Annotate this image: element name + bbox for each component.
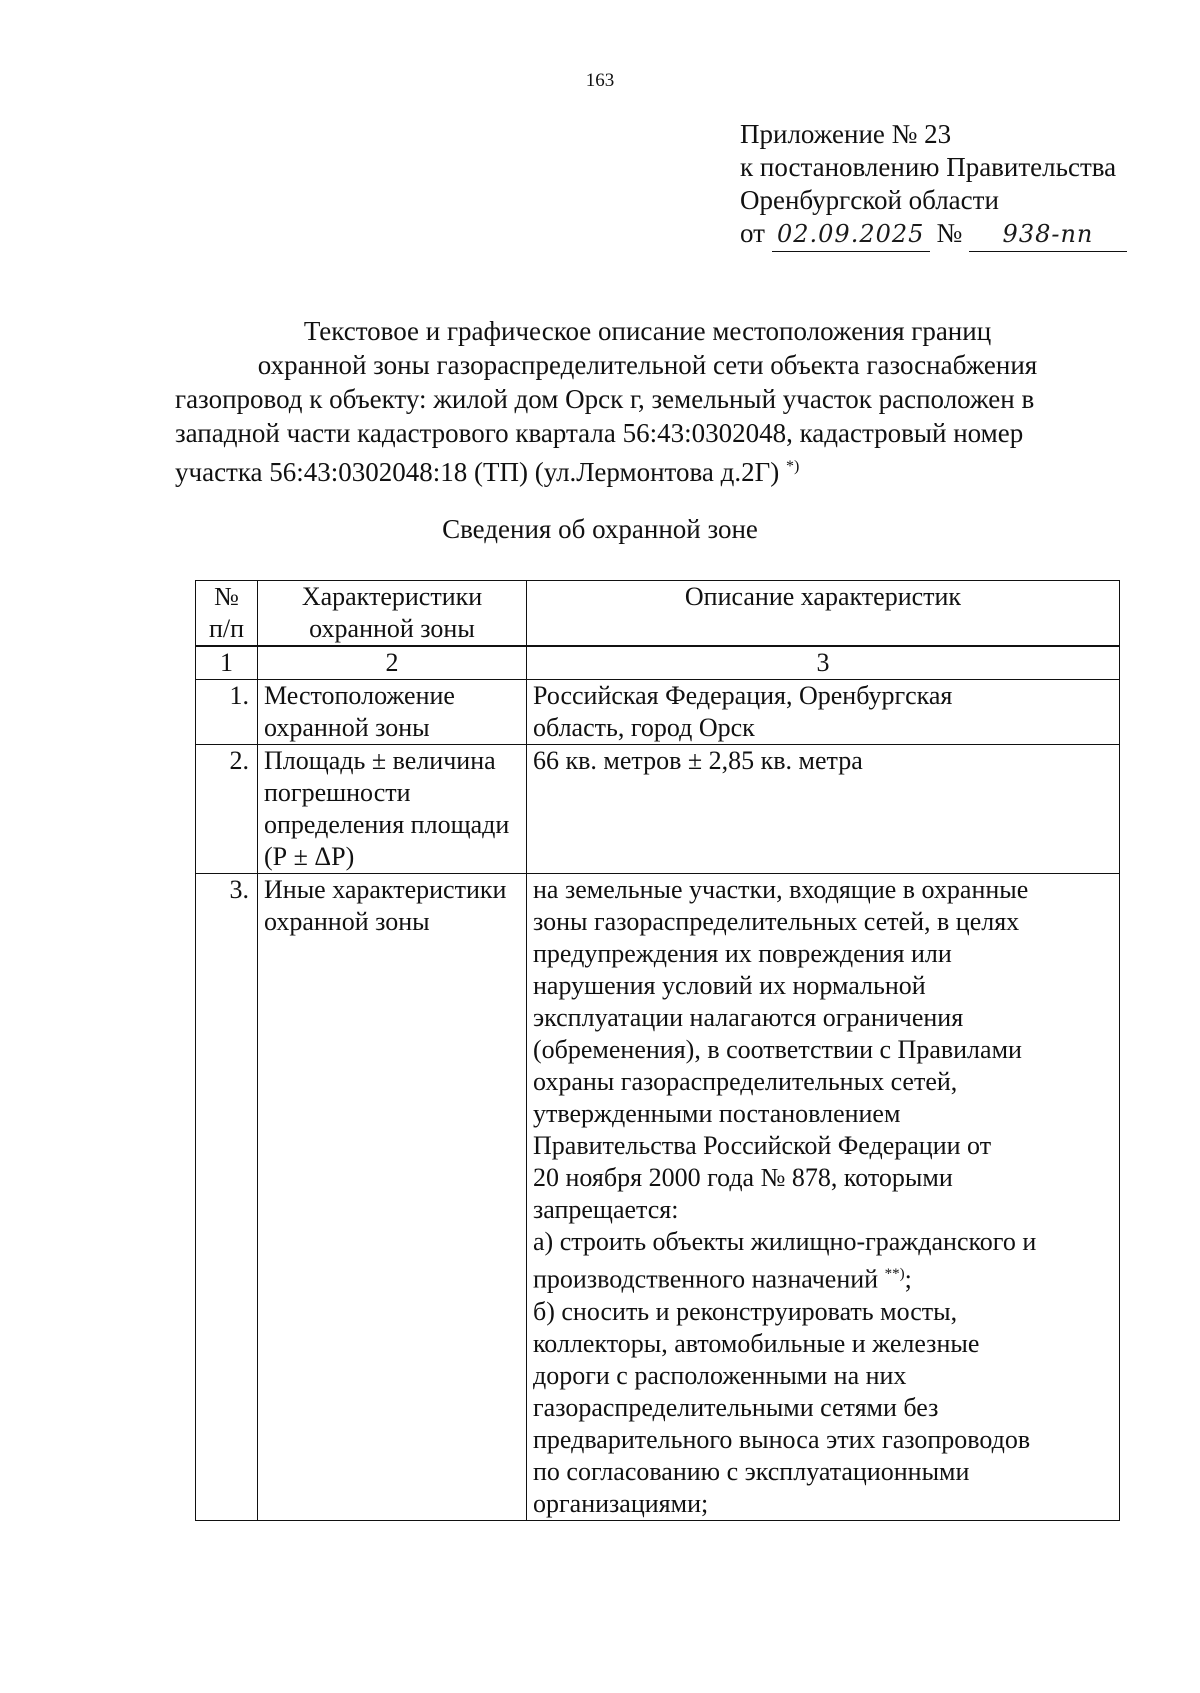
footnote-tail: ; xyxy=(904,1264,912,1294)
table-row xyxy=(196,745,1120,874)
number-label: № xyxy=(936,218,963,248)
heading-line: Текстовое и графическое описание местоположения границ xyxy=(303,316,992,346)
cell-line: 20 ноября 2000 года № 878, которыми xyxy=(533,1163,953,1192)
appendix-date-number xyxy=(740,217,1127,252)
row-characteristic xyxy=(258,874,527,1521)
cell-line: предварительного выноса этих газопроводов xyxy=(533,1424,1031,1454)
appendix-region: Оренбургской области xyxy=(740,185,999,215)
cell-line: на земельные участки, входящие в охранные xyxy=(533,875,1029,904)
row-number: 2. xyxy=(196,745,258,874)
heading-line-last xyxy=(175,450,1120,489)
appendix-title: Приложение № 23 xyxy=(740,119,952,149)
cell-line: Российская Федерация, Оренбургская xyxy=(533,681,953,710)
cell-line: охраны газораспределительных сетей, xyxy=(533,1067,958,1096)
cell-line: 66 кв. метров ± 2,85 кв. метра xyxy=(533,746,863,775)
row-description xyxy=(527,745,1120,874)
cell-line: Иные характеристики xyxy=(264,875,507,904)
header-cell-characteristics xyxy=(258,581,527,646)
from-label: от xyxy=(740,218,765,248)
row-characteristic xyxy=(258,680,527,745)
column-number: 1 xyxy=(196,647,258,680)
cell-line: газораспределительными сетями без xyxy=(533,1392,939,1422)
cell-line: а) строить объекты жилищно-гражданского и xyxy=(533,1227,1037,1256)
footnote-mark: *) xyxy=(785,458,800,475)
handwritten-date: 02.09.2025 xyxy=(776,220,925,248)
cell-line: определения площади xyxy=(264,810,510,839)
number-field xyxy=(969,217,1127,252)
date-field xyxy=(772,217,930,252)
header-cell-description xyxy=(527,581,1120,646)
cell-line: охранной зоны xyxy=(264,907,430,936)
handwritten-number: 938-пп xyxy=(1002,220,1094,248)
heading-line: газопровод к объекту: жилой дом Орск г, земельный участок расположен в xyxy=(175,384,1035,414)
cell-line: погрешности xyxy=(264,778,411,807)
cell-line: дороги с расположенными на них xyxy=(533,1360,907,1390)
cell-line: по согласованию с эксплуатационными xyxy=(533,1456,970,1486)
cell-line: (обременения), в соответствии с Правилами xyxy=(533,1035,1022,1064)
table-row xyxy=(196,874,1120,1521)
header-text: Описание характеристик xyxy=(684,582,962,611)
cell-line: зоны газораспределительных сетей, в целях xyxy=(533,907,1020,936)
cell-line: эксплуатации налагаются ограничения xyxy=(533,1003,964,1032)
document-heading xyxy=(175,314,1120,489)
header-text: охранной зоны xyxy=(309,614,475,643)
protected-zone-table xyxy=(195,580,1120,1521)
cell-line: б) сносить и реконструировать мосты, xyxy=(533,1296,958,1326)
cell-line: коллекторы, автомобильные и железные xyxy=(533,1328,980,1358)
section-subtitle: Сведения об охранной зоне xyxy=(442,514,758,544)
row-description xyxy=(527,680,1120,745)
cell-line: предупреждения их повреждения или xyxy=(533,939,952,968)
row-characteristic xyxy=(258,745,527,874)
table-header-row xyxy=(196,581,1120,646)
cell-line: организациями; xyxy=(533,1488,709,1518)
appendix-block xyxy=(740,118,1127,252)
row-description xyxy=(527,874,1120,1521)
column-number: 2 xyxy=(258,647,527,680)
header-text: Характеристики xyxy=(301,582,483,611)
row-number: 1. xyxy=(196,680,258,745)
cell-line-with-footnote xyxy=(533,1258,1113,1296)
cell-line: охранной зоны xyxy=(264,713,430,742)
cell-line: (Р ± ΔР) xyxy=(264,842,355,871)
cell-line: нарушения условий их нормальной xyxy=(533,971,926,1000)
cell-line: производственного назначений xyxy=(533,1264,879,1294)
header-cell-number xyxy=(196,581,258,646)
header-text: № xyxy=(214,582,239,611)
heading-line: западной части кадастрового квартала 56:43:0302048, кадастровый номер xyxy=(175,418,1024,448)
cell-line: запрещается: xyxy=(533,1195,679,1224)
header-text: п/п xyxy=(208,614,245,643)
cell-line: Правительства Российской Федерации от xyxy=(533,1131,992,1160)
column-number-row xyxy=(196,647,1120,680)
table-row xyxy=(196,680,1120,745)
cell-line: утвержденными постановлением xyxy=(533,1099,901,1128)
cell-line: Площадь ± величина xyxy=(264,746,496,775)
footnote-mark: **) xyxy=(884,1266,905,1282)
cell-line: Местоположение xyxy=(264,681,455,710)
column-number: 3 xyxy=(527,647,1120,680)
row-number: 3. xyxy=(196,874,258,1521)
appendix-resolution: к постановлению Правительства xyxy=(740,152,1117,182)
page-number: 163 xyxy=(585,70,615,91)
heading-line: участка 56:43:0302048:18 (ТП) (ул.Лермонтова д.2Г) xyxy=(175,457,780,487)
heading-line: охранной зоны газораспределительной сети объекта газоснабжения xyxy=(257,350,1038,380)
cell-line: область, город Орск xyxy=(533,713,755,742)
